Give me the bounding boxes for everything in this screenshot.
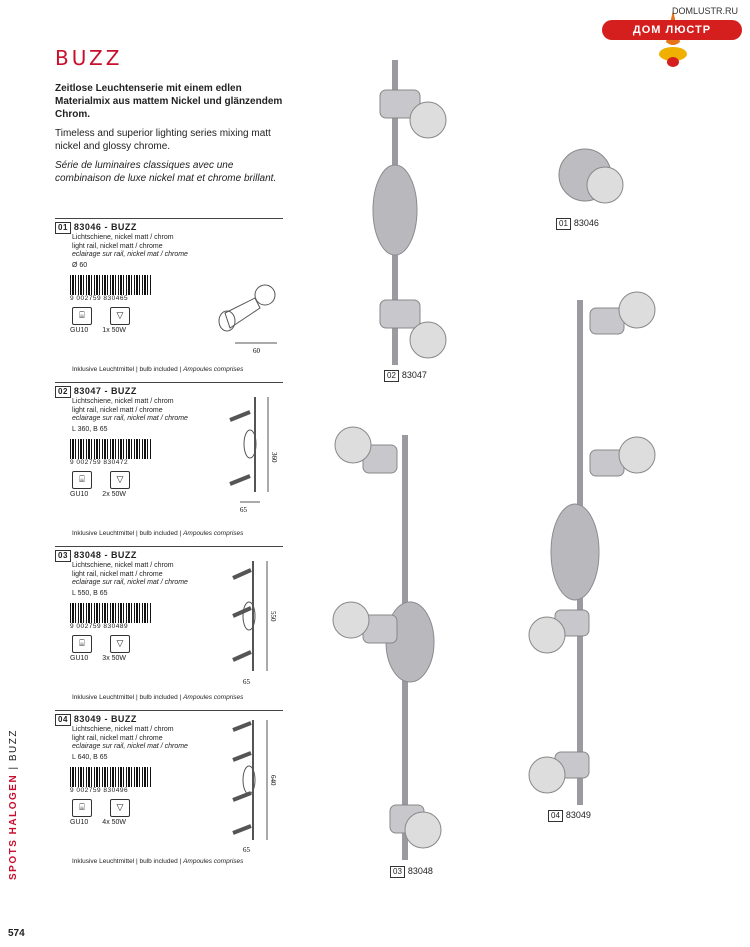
sketch-83047 — [220, 392, 285, 512]
sketch-83046 — [205, 273, 285, 355]
socket-icon: ⌸ — [72, 799, 92, 817]
svg-text:360: 360 — [270, 452, 278, 463]
photo-83047 — [340, 60, 450, 370]
side-label: SPOTS HALOGEN | BUZZ — [8, 729, 19, 880]
photo-label-01: 01 83046 — [556, 218, 599, 230]
intro-de: Zeitlose Leuchtenserie mit einem edlen Materialmix aus mattem Nickel und glänzendem Chrom. — [55, 83, 283, 120]
intro-text — [55, 82, 285, 191]
product-heading: 01 83046 - BUZZ — [55, 222, 283, 234]
product-heading: 02 83047 - BUZZ — [55, 386, 283, 398]
product-entry-01: 01 83046 - BUZZ Lichtschiene, nickel matt / chrom light rail, nickel matt / chrome eclairage sur rail, nickel mat / chrome Ø 60 9 002759 830465 ⌸ ▽ GU10 1x 50W 60 Inklusive Leuchtmittel | bulb included | Ampoules comprises — [55, 218, 283, 378]
barcode — [70, 439, 152, 459]
socket-icon: ⌸ — [72, 307, 92, 325]
sketch-83049 — [225, 715, 285, 855]
bulb-icon: ▽ — [110, 635, 130, 653]
photo-label-03: 03 83048 — [390, 866, 433, 878]
brand-logo — [600, 4, 746, 70]
intro-en: Timeless and superior lighting series mixing matt nickel and glossy chrome. — [55, 128, 271, 152]
barcode — [70, 275, 152, 295]
product-entry-02: 02 83047 - BUZZ Lichtschiene, nickel matt / chrom light rail, nickel matt / chrome eclairage sur rail, nickel mat / chrome L 360, B 65 9 002759 830472 ⌸ ▽ GU10 2x 50W 360 65 Inklusive Leuchtmittel | bulb included | Ampoules comprises — [55, 382, 283, 542]
photo-83048 — [325, 420, 445, 865]
photo-83049 — [525, 290, 665, 810]
barcode — [70, 767, 152, 787]
svg-text:65: 65 — [243, 846, 250, 854]
page-title: BUZZ — [55, 46, 123, 70]
bulb-icon: ▽ — [110, 307, 130, 325]
svg-text:65: 65 — [240, 506, 247, 514]
product-entry-04: 04 83049 - BUZZ Lichtschiene, nickel matt / chrom light rail, nickel matt / chrome eclairage sur rail, nickel mat / chrome L 640, B 65 9 002759 830496 ⌸ ▽ GU10 4x 50W 640 65 Inklusive Leuchtmittel | bulb included | Ampoules comprises — [55, 710, 283, 870]
brand-url: DOMLUSTR.RU — [671, 6, 738, 16]
svg-text:60: 60 — [253, 347, 260, 355]
svg-text:550: 550 — [269, 611, 277, 622]
barcode-number: 9 002759 830465 — [70, 294, 129, 302]
bulb-icon: ▽ — [110, 799, 130, 817]
photo-83046 — [550, 145, 630, 210]
photo-label-02: 02 83047 — [384, 370, 427, 382]
product-desc: Lichtschiene, nickel matt / chrom light rail, nickel matt / chrome eclairage sur rail, nickel mat / chrome — [72, 234, 188, 258]
brand-name: ДОМ ЛЮСТР — [602, 20, 742, 40]
bulb-icon: ▽ — [110, 471, 130, 489]
socket-icon: ⌸ — [72, 471, 92, 489]
svg-text:65: 65 — [243, 678, 250, 686]
product-dims: Ø 60 — [72, 261, 88, 269]
barcode — [70, 603, 152, 623]
intro-fr: Série de luminaires classiques avec une combinaison de luxe nickel mat et chrome brillant. — [55, 160, 277, 184]
svg-text:640: 640 — [269, 775, 277, 786]
product-entry-03: 03 83048 - BUZZ Lichtschiene, nickel matt / chrom light rail, nickel matt / chrome eclairage sur rail, nickel mat / chrome L 550, B 65 9 002759 830489 ⌸ ▽ GU10 3x 50W 550 65 Inklusive Leuchtmittel | bulb included | Ampoules comprises — [55, 546, 283, 706]
bulb-included-note: Inklusive Leuchtmittel | bulb included | Ampoules comprises — [72, 366, 244, 373]
page-number: 574 — [8, 928, 25, 939]
sketch-83048 — [225, 556, 285, 686]
photo-label-04: 04 83049 — [548, 810, 591, 822]
socket-icon: ⌸ — [72, 635, 92, 653]
